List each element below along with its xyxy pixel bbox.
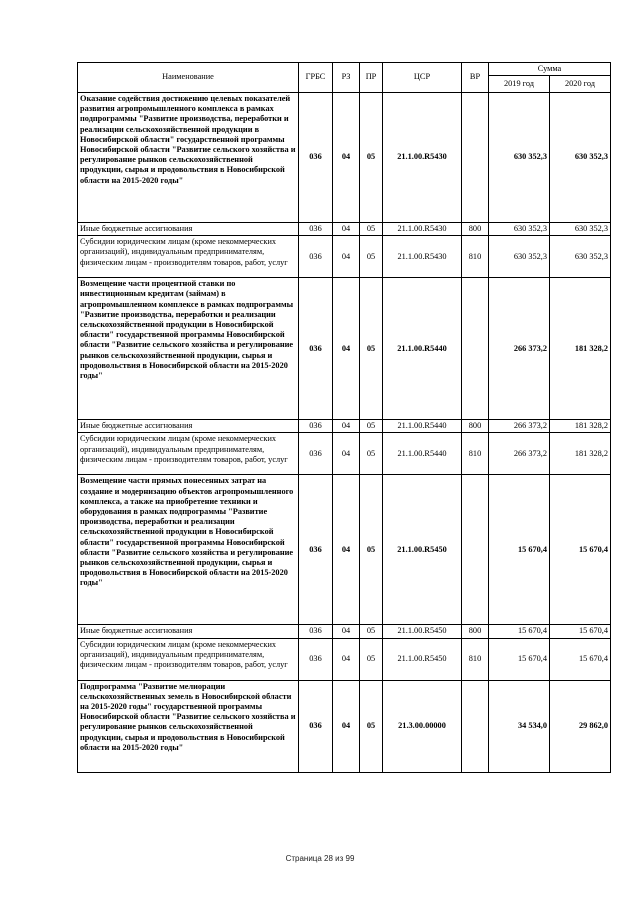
cell-pr: 05 — [360, 433, 383, 475]
cell-rz: 04 — [333, 420, 360, 433]
cell-pr: 05 — [360, 475, 383, 625]
header-rz: РЗ — [333, 63, 360, 93]
table-header-row — [78, 63, 611, 76]
cell-name: Иные бюджетные ассигнования — [78, 223, 299, 236]
cell-2020: 181 328,2 — [550, 278, 611, 420]
cell-csr: 21.1.00.R5450 — [383, 625, 462, 638]
cell-vr: 800 — [462, 420, 489, 433]
table-row — [78, 93, 611, 223]
cell-grbs: 036 — [299, 278, 333, 420]
cell-pr: 05 — [360, 420, 383, 433]
cell-2019: 266 373,2 — [489, 433, 550, 475]
cell-2019: 15 670,4 — [489, 638, 550, 680]
cell-name: Субсидии юридическим лицам (кроме некоммерческих организаций), индивидуальным предпринимателям, физическим лицам - производителям товаров, работ, услуг — [78, 433, 299, 475]
cell-name: Оказание содействия достижению целевых показателей развития агропромышленного комплекса в рамках подпрограммы "Развитие производства, переработки и реализации сельскохозяйственной продукции в Новосибирской области" государственной программы Новосибирской области "Развитие сельского хозяйства и регулирование рынков сельскохозяйственной продукции, сырья и продовольствия в Новосибирской области на 2015-2020 годы" — [78, 93, 299, 223]
cell-vr: 800 — [462, 223, 489, 236]
cell-pr: 05 — [360, 638, 383, 680]
cell-grbs: 036 — [299, 420, 333, 433]
cell-2019: 266 373,2 — [489, 278, 550, 420]
cell-name: Подпрограмма "Развитие мелиорации сельскохозяйственных земель в Новосибирской области на 2015-2020 годы" государственной программы Новосибирской области "Развитие сельского хозяйства и регулирование рынков сельскохозяйственной продукции, сырья и продовольствия в Новосибирской области на 2015-2020 годы" — [78, 680, 299, 772]
table-row — [78, 680, 611, 772]
table-row — [78, 475, 611, 625]
cell-rz: 04 — [333, 680, 360, 772]
cell-rz: 04 — [333, 223, 360, 236]
cell-csr: 21.1.00.R5440 — [383, 420, 462, 433]
cell-pr: 05 — [360, 223, 383, 236]
cell-vr: 800 — [462, 625, 489, 638]
cell-csr: 21.1.00.R5430 — [383, 93, 462, 223]
cell-rz: 04 — [333, 236, 360, 278]
cell-vr — [462, 278, 489, 420]
cell-rz: 04 — [333, 93, 360, 223]
cell-2020: 181 328,2 — [550, 433, 611, 475]
cell-vr — [462, 680, 489, 772]
cell-csr: 21.1.00.R5430 — [383, 236, 462, 278]
cell-2020: 15 670,4 — [550, 475, 611, 625]
table-row — [78, 625, 611, 638]
header-vr: ВР — [462, 63, 489, 93]
cell-grbs: 036 — [299, 236, 333, 278]
cell-2019: 15 670,4 — [489, 625, 550, 638]
cell-vr: 810 — [462, 236, 489, 278]
cell-rz: 04 — [333, 278, 360, 420]
cell-rz: 04 — [333, 638, 360, 680]
cell-name: Иные бюджетные ассигнования — [78, 420, 299, 433]
cell-grbs: 036 — [299, 93, 333, 223]
table-row — [78, 278, 611, 420]
cell-csr: 21.1.00.R5450 — [383, 638, 462, 680]
cell-rz: 04 — [333, 625, 360, 638]
table-row — [78, 236, 611, 278]
cell-vr — [462, 93, 489, 223]
header-grbs: ГРБС — [299, 63, 333, 93]
cell-grbs: 036 — [299, 680, 333, 772]
cell-2019: 15 670,4 — [489, 475, 550, 625]
cell-2019: 630 352,3 — [489, 236, 550, 278]
cell-grbs: 036 — [299, 223, 333, 236]
cell-2020: 29 862,0 — [550, 680, 611, 772]
cell-name: Субсидии юридическим лицам (кроме некоммерческих организаций), индивидуальным предпринимателям, физическим лицам - производителям товаров, работ, услуг — [78, 638, 299, 680]
table-row — [78, 223, 611, 236]
cell-name: Иные бюджетные ассигнования — [78, 625, 299, 638]
cell-2020: 15 670,4 — [550, 625, 611, 638]
cell-vr: 810 — [462, 638, 489, 680]
cell-pr: 05 — [360, 680, 383, 772]
cell-rz: 04 — [333, 475, 360, 625]
cell-csr: 21.3.00.00000 — [383, 680, 462, 772]
cell-2019: 34 534,0 — [489, 680, 550, 772]
cell-grbs: 036 — [299, 433, 333, 475]
header-pr: ПР — [360, 63, 383, 93]
cell-2020: 15 670,4 — [550, 638, 611, 680]
cell-2019: 630 352,3 — [489, 93, 550, 223]
budget-table — [77, 62, 611, 773]
table-row — [78, 638, 611, 680]
header-year-2019: 2019 год — [489, 76, 550, 93]
cell-vr: 810 — [462, 433, 489, 475]
cell-pr: 05 — [360, 625, 383, 638]
cell-pr: 05 — [360, 93, 383, 223]
cell-2020: 630 352,3 — [550, 93, 611, 223]
cell-csr: 21.1.00.R5430 — [383, 223, 462, 236]
cell-grbs: 036 — [299, 638, 333, 680]
cell-csr: 21.1.00.R5450 — [383, 475, 462, 625]
cell-2019: 266 373,2 — [489, 420, 550, 433]
cell-2020: 181 328,2 — [550, 420, 611, 433]
cell-pr: 05 — [360, 236, 383, 278]
cell-2019: 630 352,3 — [489, 223, 550, 236]
cell-name: Возмещение части прямых понесенных затрат на создание и модернизацию объектов агропромышленного комплекса, а также на приобретение техники и оборудования в рамках подпрограммы "Развитие производства, переработки и реализации сельскохозяйственной продукции в Новосибирской области" государственной программы Новосибирской области "Развитие сельского хозяйства и регулирование рынков сельскохозяйственной продукции, сырья и продовольствия в Новосибирской области на 2015-2020 годы" — [78, 475, 299, 625]
cell-2020: 630 352,3 — [550, 236, 611, 278]
cell-name: Субсидии юридическим лицам (кроме некоммерческих организаций), индивидуальным предпринимателям, физическим лицам - производителям товаров, работ, услуг — [78, 236, 299, 278]
header-csr: ЦСР — [383, 63, 462, 93]
cell-grbs: 036 — [299, 625, 333, 638]
cell-grbs: 036 — [299, 475, 333, 625]
cell-name: Возмещение части процентной ставки по инвестиционным кредитам (займам) в агропромышленном комплексе в рамках подпрограммы "Развитие производства, переработки и реализации сельскохозяйственной продукции в Новосибирской области" государственной программы Новосибирской области "Развитие сельского хозяйства и регулирование рынков сельскохозяйственной продукции, сырья и продовольствия в Новосибирской области на 2015-2020 годы" — [78, 278, 299, 420]
header-name: Наименование — [78, 63, 299, 93]
cell-pr: 05 — [360, 278, 383, 420]
cell-rz: 04 — [333, 433, 360, 475]
cell-vr — [462, 475, 489, 625]
table-row — [78, 420, 611, 433]
page-footer: Страница 28 из 99 — [285, 854, 355, 863]
table-row — [78, 433, 611, 475]
header-sum: Сумма — [489, 63, 611, 76]
header-year-2020: 2020 год — [550, 76, 611, 93]
cell-2020: 630 352,3 — [550, 223, 611, 236]
cell-csr: 21.1.00.R5440 — [383, 433, 462, 475]
cell-csr: 21.1.00.R5440 — [383, 278, 462, 420]
